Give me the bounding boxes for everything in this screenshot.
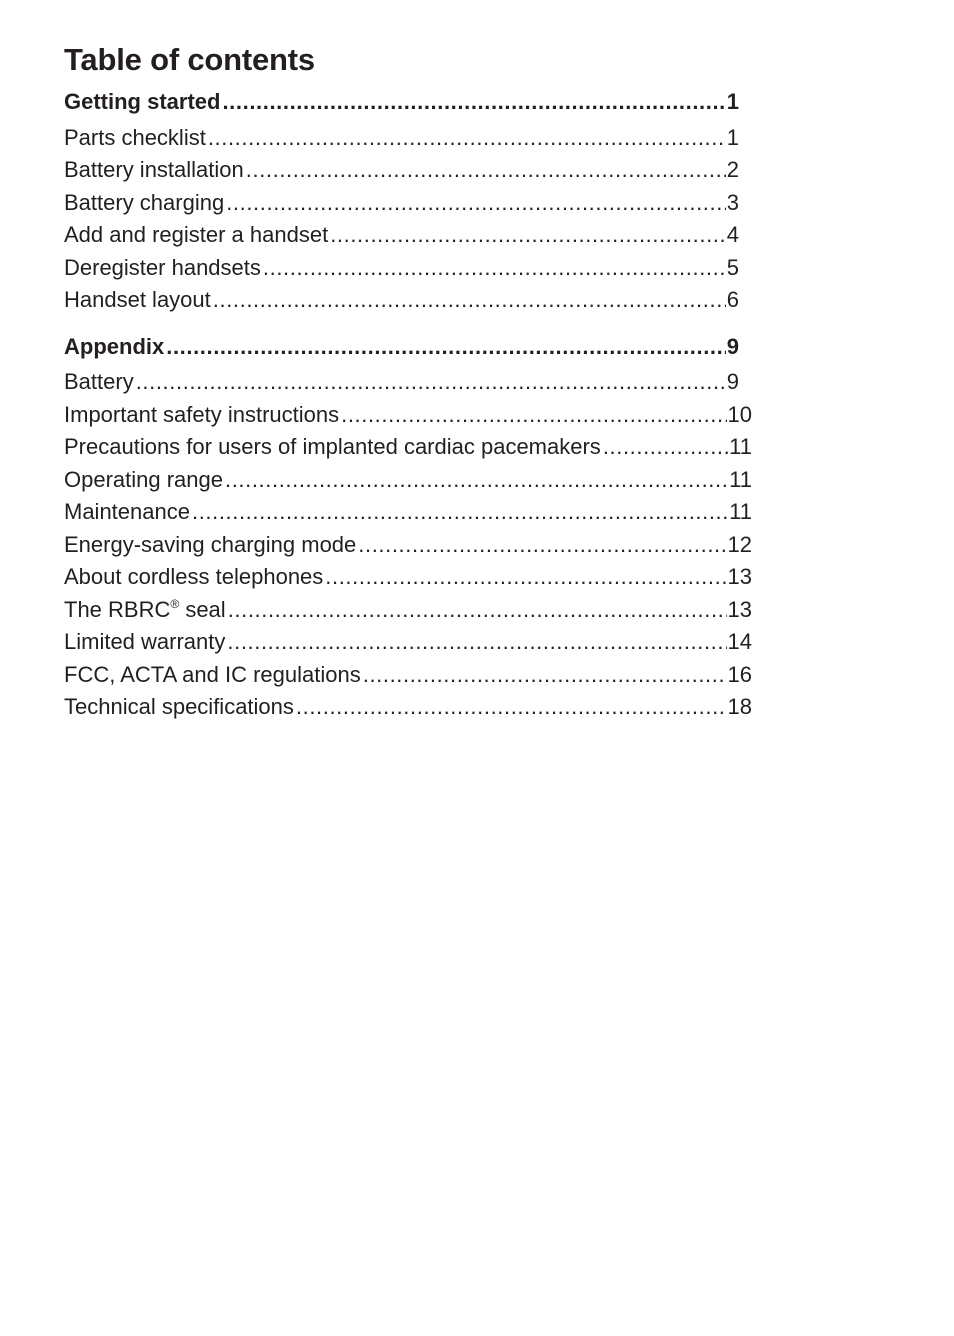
- toc-entry-label: Battery charging: [64, 189, 225, 215]
- toc-page-number: 9: [726, 369, 739, 394]
- toc-entry-operating-range[interactable]: [64, 464, 752, 497]
- toc-entry-label: Parts checklist: [64, 124, 206, 150]
- toc-section-appendix: [64, 331, 764, 724]
- toc-page-number: 18: [727, 694, 752, 719]
- toc-page-number: 16: [727, 661, 752, 687]
- toc-page-number: 6: [726, 287, 739, 312]
- toc-entry-battery-charging[interactable]: [64, 187, 739, 220]
- dot-leader: [192, 496, 728, 529]
- registered-mark: ®: [170, 596, 180, 611]
- toc-page-number: 11: [729, 466, 752, 492]
- toc-entry-battery-installation[interactable]: [64, 154, 739, 187]
- toc-entry-about-cordless-telephones[interactable]: [64, 561, 752, 594]
- toc-entry-label: Add and register a handset: [64, 222, 329, 247]
- toc-entry-label: About cordless telephones: [64, 564, 324, 589]
- toc-heading-getting-started[interactable]: [64, 86, 739, 119]
- toc-page-number: 9: [726, 333, 739, 359]
- dot-leader: [296, 691, 727, 724]
- toc-page-number: 4: [726, 222, 739, 247]
- dot-leader: [227, 626, 726, 659]
- dot-leader: [228, 594, 727, 627]
- dot-leader: [341, 399, 726, 432]
- page-title: Table of contents: [64, 42, 315, 77]
- dot-leader: [358, 529, 726, 562]
- toc-entry-pacemaker-precautions[interactable]: [64, 431, 752, 464]
- toc-section-getting-started: [64, 86, 764, 317]
- toc-entry-label: Energy-saving charging mode: [64, 531, 357, 557]
- toc-entry-label: Battery: [64, 369, 134, 394]
- toc-entry-fcc-acta-ic[interactable]: [64, 659, 752, 692]
- toc-page-number: 2: [726, 157, 739, 182]
- dot-leader: [222, 86, 725, 119]
- toc-entry-handset-layout[interactable]: [64, 284, 739, 317]
- toc-entry-label: Battery installation: [64, 157, 244, 182]
- dot-leader: [136, 366, 726, 399]
- dot-leader: [166, 331, 726, 364]
- dot-leader: [325, 561, 726, 594]
- toc-entry-label: Technical specifications: [64, 694, 294, 719]
- toc-entry-label: FCC, ACTA and IC regulations: [64, 661, 361, 687]
- toc-heading-appendix[interactable]: [64, 331, 739, 364]
- toc-page-number: 12: [727, 531, 752, 557]
- toc-page-number: 11: [729, 499, 752, 524]
- dot-leader: [246, 154, 726, 187]
- toc-entry-limited-warranty[interactable]: [64, 626, 752, 659]
- dot-leader: [363, 659, 727, 692]
- toc-page-number: 5: [726, 254, 739, 280]
- dot-leader: [213, 284, 726, 317]
- toc-entry-parts-checklist[interactable]: [64, 122, 739, 155]
- toc-entry-label: [64, 594, 226, 627]
- toc-entry-label: Maintenance: [64, 499, 190, 524]
- toc-entry-label: Important safety instructions: [64, 401, 340, 427]
- toc-entry-label: Handset layout: [64, 287, 211, 312]
- toc-entry-label: Operating range: [64, 466, 223, 492]
- toc-entry-important-safety-instructions[interactable]: [64, 399, 752, 432]
- toc-page-number: 11: [729, 434, 752, 459]
- toc-entry-deregister-handsets[interactable]: [64, 252, 739, 285]
- toc-entry-energy-saving-charging[interactable]: [64, 529, 752, 562]
- toc-page-number: 1: [726, 89, 739, 114]
- toc-page-number: 10: [727, 401, 752, 427]
- dot-leader: [603, 431, 728, 464]
- toc-page-number: 13: [727, 596, 752, 622]
- toc-entry-label-suffix: seal: [179, 596, 226, 622]
- toc-entry-add-register-handset[interactable]: [64, 219, 739, 252]
- toc-entry-label: Precautions for users of implanted cardiac pacemakers: [64, 434, 601, 459]
- toc-entry-rbrc-seal[interactable]: [64, 594, 752, 627]
- dot-leader: [263, 252, 726, 285]
- toc-page-number: 14: [727, 629, 752, 654]
- toc-entry-technical-specifications[interactable]: [64, 691, 752, 724]
- toc-page-number: 1: [726, 124, 739, 150]
- toc-entry-label: Limited warranty: [64, 629, 226, 654]
- toc-page-number: 3: [726, 189, 739, 215]
- dot-leader: [225, 464, 728, 497]
- toc-heading-label: Getting started: [64, 89, 221, 114]
- dot-leader: [330, 219, 726, 252]
- toc-heading-label: Appendix: [64, 333, 165, 359]
- dot-leader: [208, 122, 726, 155]
- toc-entry-battery[interactable]: [64, 366, 739, 399]
- toc-entry-label-main: The RBRC: [64, 596, 171, 622]
- toc-entry-maintenance[interactable]: [64, 496, 752, 529]
- toc-entry-label: Deregister handsets: [64, 254, 261, 280]
- table-of-contents: [64, 38, 764, 724]
- toc-page-number: 13: [727, 564, 752, 589]
- dot-leader: [226, 187, 726, 220]
